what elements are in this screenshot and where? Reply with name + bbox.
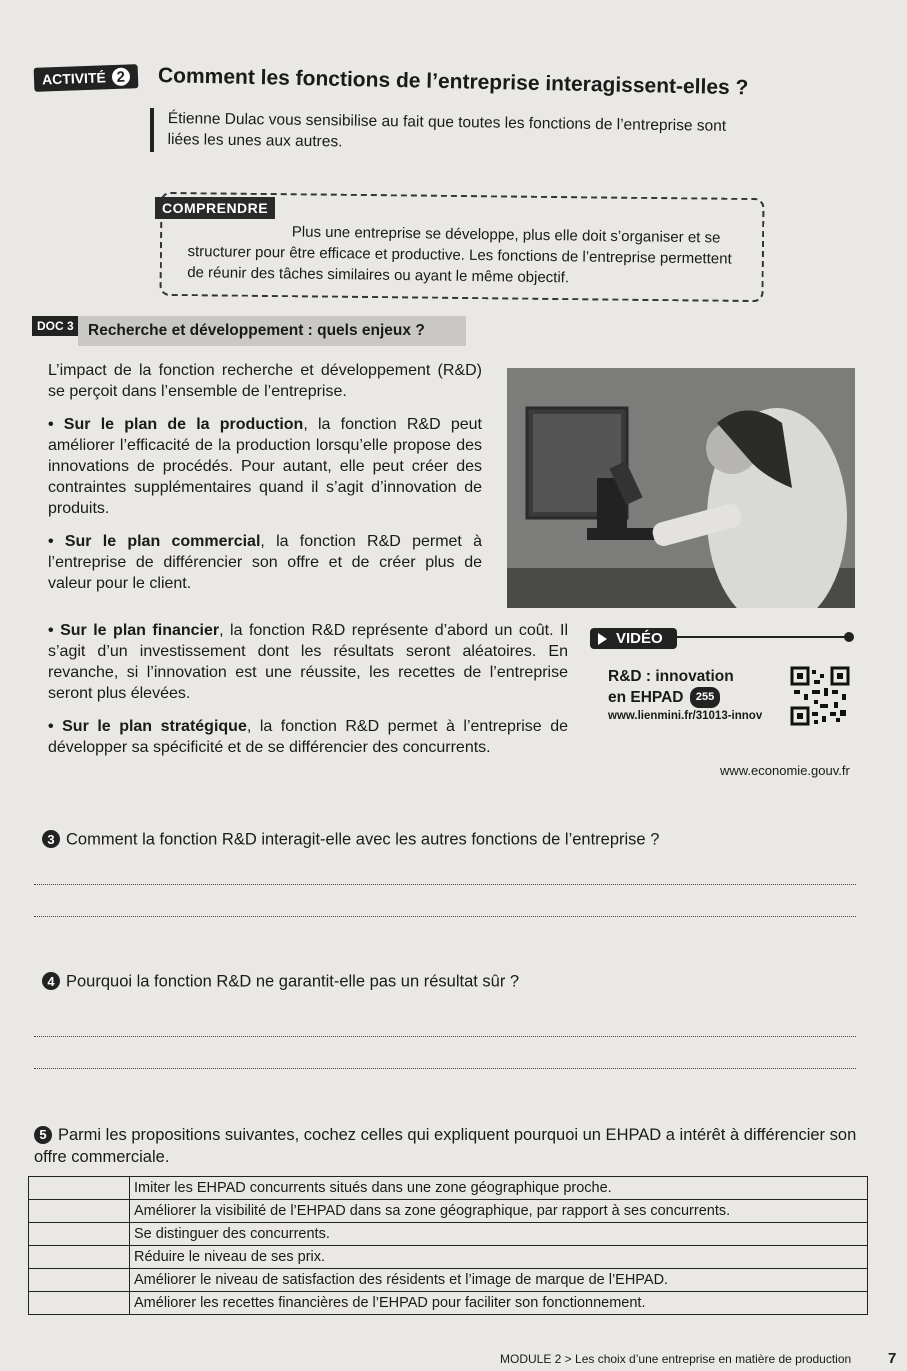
checkbox-cell[interactable] bbox=[29, 1246, 130, 1269]
checkbox-cell[interactable] bbox=[29, 1223, 130, 1246]
footer-text: MODULE 2 > Les choix d’une entreprise en matière de production bbox=[500, 1352, 852, 1366]
choice-row bbox=[29, 1200, 868, 1223]
video-label: VIDÉO bbox=[616, 630, 663, 647]
video-link[interactable]: www.lienmini.fr/31013-innov bbox=[608, 710, 763, 722]
scientist-microscope-photo bbox=[507, 368, 855, 608]
choice-row bbox=[29, 1269, 868, 1292]
qr-code-icon[interactable] bbox=[790, 666, 850, 726]
page-number: 7 bbox=[888, 1350, 897, 1367]
strategique-lead: • Sur le plan stratégique bbox=[48, 718, 247, 735]
choice-row bbox=[29, 1223, 868, 1246]
play-icon bbox=[598, 633, 607, 645]
activity-title: Comment les fonctions de l’entreprise interagissent-elles ? bbox=[157, 64, 749, 100]
question-5-number: 5 bbox=[34, 1126, 52, 1144]
intro-bar bbox=[150, 108, 154, 152]
video-tag[interactable] bbox=[590, 628, 677, 649]
checkbox-cell[interactable] bbox=[29, 1292, 130, 1315]
comprendre-body: Plus une entreprise se développe, plus elle doit s’organiser et se structurer pour être efficace et productive. Les fonctions de l’entreprise permettent de réunir des tâches similaires ou ayant le même objectif. bbox=[187, 223, 732, 287]
choice-row bbox=[29, 1246, 868, 1269]
commercial-lead: • Sur le plan commercial bbox=[48, 533, 261, 550]
video-title-line2: en EHPAD bbox=[608, 689, 684, 706]
question-4-text: Pourquoi la fonction R&D ne garantit-elle pas un résultat sûr ? bbox=[66, 972, 520, 991]
answer-line[interactable] bbox=[34, 916, 856, 917]
checkbox-cell[interactable] bbox=[29, 1269, 130, 1292]
video-number-badge: 255 bbox=[690, 687, 720, 708]
checkbox-cell[interactable] bbox=[29, 1200, 130, 1223]
commercial-text: , la fonction R&D permet à l’entreprise de différencier son offre et de créer plus de valeur pour le client. bbox=[48, 533, 483, 592]
question-3-text: Comment la fonction R&D interagit-elle avec les autres fonctions de l’entreprise ? bbox=[66, 830, 660, 849]
video-title bbox=[608, 666, 734, 708]
doc-body-lower bbox=[48, 620, 568, 770]
comprendre-label: COMPRENDRE bbox=[155, 197, 275, 219]
video-divider-dot bbox=[844, 632, 854, 642]
choice-label: Améliorer les recettes financières de l’EHPAD pour faciliter son fonctionnement. bbox=[130, 1292, 868, 1315]
comprendre-text bbox=[187, 220, 748, 291]
activity-badge bbox=[34, 64, 139, 92]
doc-strategique bbox=[48, 716, 568, 758]
activity-number: 2 bbox=[111, 67, 130, 86]
doc-production bbox=[48, 414, 482, 519]
checkbox-cell[interactable] bbox=[29, 1177, 130, 1200]
question-5-text: Parmi les propositions suivantes, cochez celles qui expliquent pourquoi un EHPAD a intérêt à différencier son offre commerciale. bbox=[34, 1126, 857, 1166]
doc-body-column bbox=[48, 360, 482, 606]
question-5 bbox=[34, 1124, 864, 1168]
intro-text: Étienne Dulac vous sensibilise au fait que toutes les fonctions de l’entreprise sont liées les unes aux autres. bbox=[167, 109, 727, 151]
doc-badge: DOC 3 bbox=[32, 316, 79, 336]
doc-financier bbox=[48, 620, 568, 704]
question-3-number: 3 bbox=[42, 830, 60, 848]
doc-commercial bbox=[48, 531, 482, 594]
financier-lead: • Sur le plan financier bbox=[48, 622, 220, 639]
doc-title bbox=[78, 316, 466, 346]
choice-label: Réduire le niveau de ses prix. bbox=[130, 1246, 868, 1269]
choice-row bbox=[29, 1292, 868, 1315]
question-3 bbox=[42, 830, 659, 850]
choice-label: Imiter les EHPAD concurrents situés dans une zone géographique proche. bbox=[130, 1177, 868, 1200]
financier-text: , la fonction R&D représente d’abord un coût. Il s’agit d’un investissement dont les résultats seront aléatoires. En revanche, si l’innovation est une réussite, les recettes de l’entreprise seront plus élevées. bbox=[48, 622, 568, 702]
activity-label: ACTIVITÉ bbox=[41, 69, 107, 88]
source-credit: www.economie.gouv.fr bbox=[720, 763, 850, 778]
answer-line[interactable] bbox=[34, 1036, 856, 1037]
question-4-number: 4 bbox=[42, 972, 60, 990]
production-lead: • Sur le plan de la production bbox=[48, 416, 304, 433]
strategique-text: , la fonction R&D permet à l’entreprise de développer sa spécificité et de se différencier des concurrents. bbox=[48, 718, 569, 756]
choice-row bbox=[29, 1177, 868, 1200]
choice-label: Se distinguer des concurrents. bbox=[130, 1223, 868, 1246]
choice-table bbox=[28, 1176, 868, 1315]
question-4 bbox=[42, 972, 519, 992]
doc-title-text: Recherche et développement : quels enjeux ? bbox=[88, 322, 425, 339]
video-title-line1: R&D : innovation bbox=[608, 668, 734, 685]
choice-label: Améliorer le niveau de satisfaction des résidents et l’image de marque de l’EHPAD. bbox=[130, 1269, 868, 1292]
answer-line[interactable] bbox=[34, 1068, 856, 1069]
production-text: , la fonction R&D peut améliorer l’efficacité de la production lorsqu’elle propose des innovations de procédés. Pour autant, elle peut créer des contraintes supplémentaires quand il s’agit d’innovation de produits. bbox=[48, 416, 483, 517]
answer-line[interactable] bbox=[34, 884, 856, 885]
choice-label: Améliorer la visibilité de l’EHPAD dans sa zone géographique, par rapport à ses concurrents. bbox=[130, 1200, 868, 1223]
video-title-line2-wrap bbox=[608, 687, 734, 708]
doc-intro: L’impact de la fonction recherche et développement (R&D) se perçoit dans l’ensemble de l’entreprise. bbox=[48, 362, 482, 400]
